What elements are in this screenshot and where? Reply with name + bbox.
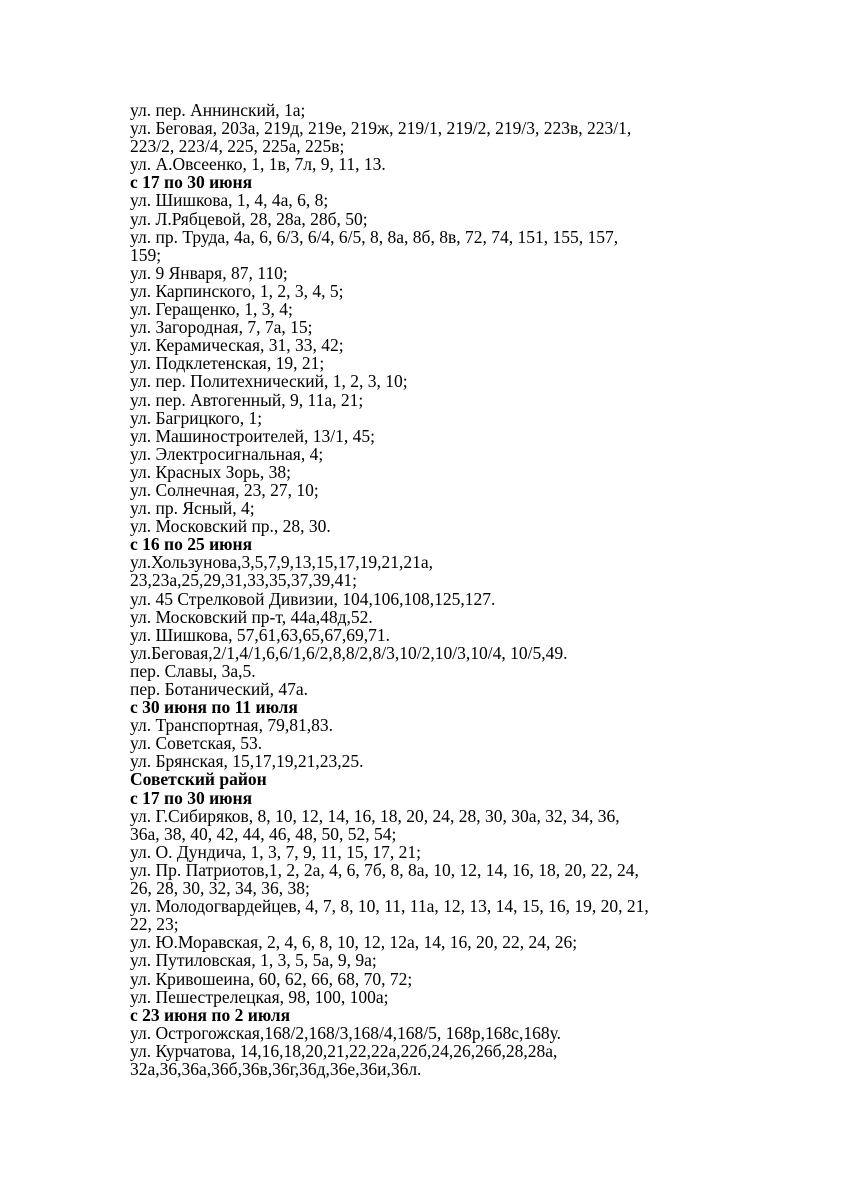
address-line: ул. Геращенко, 1, 3, 4; [130,299,293,320]
address-line: ул. Острогожская,168/2,168/3,168/4,168/5, 168р,168с,168у. [130,1022,561,1043]
section-heading: Советский район [130,769,267,790]
address-line: ул. Г.Сибиряков, 8, 10, 12, 14, 16, 18, 20, 24, 28, 30, 30а, 32, 34, 36, [130,805,620,826]
address-line: ул. Транспортная, 79,81,83. [130,715,333,736]
address-line: ул. Красных Зорь, 38; [130,461,292,482]
address-line: 159; [130,244,162,265]
document-page [130,101,830,1078]
address-line: ул. Электросигнальная, 4; [130,443,324,464]
address-line: 223/2, 223/4, 225, 225а, 225в; [130,136,345,157]
address-line: ул. Ю.Моравская, 2, 4, 6, 8, 10, 12, 12а, 14, 16, 20, 22, 24, 26; [130,932,578,953]
section-heading: с 17 по 30 июня [130,172,253,193]
address-line: ул. Московский пр., 28, 30. [130,516,331,537]
address-line: ул. Курчатова, 14,16,18,20,21,22,22а,22б,24,26,26б,28,28а, [130,1040,558,1061]
address-line: ул. Пешестрелецкая, 98, 100, 100а; [130,986,389,1007]
address-line: ул. Пр. Патриотов,1, 2, 2а, 4, 6, 7б, 8, 8а, 10, 12, 14, 16, 18, 20, 22, 24, [130,859,639,880]
address-line: ул. Багрицкого, 1; [130,407,263,428]
address-line: ул. Солнечная, 23, 27, 10; [130,479,319,500]
section-heading: с 30 июня по 11 июля [130,697,298,718]
section-heading: с 17 по 30 июня [130,787,253,808]
address-line: ул. Московский пр-т, 44а,48д,52. [130,606,373,627]
address-line: ул. пер. Автогенный, 9, 11а, 21; [130,389,364,410]
address-line: ул. пр. Труда, 4а, 6, 6/3, 6/4, 6/5, 8, 8а, 8б, 8в, 72, 74, 151, 155, 157, [130,226,619,247]
address-line: ул. А.Овсеенко, 1, 1в, 7л, 9, 11, 13. [130,154,386,175]
address-line: 23,23а,25,29,31,33,35,37,39,41; [130,570,358,591]
address-line: ул. пер. Политехнический, 1, 2, 3, 10; [130,371,408,392]
section-heading: с 23 июня по 2 июля [130,1004,291,1025]
address-line: ул. Путиловская, 1, 3, 5, 5а, 9, 9а; [130,950,377,971]
address-line: ул. пр. Ясный, 4; [130,498,255,519]
address-line: ул. Подклетенская, 19, 21; [130,353,325,374]
address-line: ул. Шишкова, 1, 4, 4а, 6, 8; [130,190,329,211]
address-line: ул. 9 Января, 87, 110; [130,262,288,283]
address-line: 22, 23; [130,914,179,935]
address-line: ул. Кривошеина, 60, 62, 66, 68, 70, 72; [130,968,413,989]
address-line: ул. Советская, 53. [130,733,263,754]
address-line: ул. Керамическая, 31, 33, 42; [130,335,344,356]
address-line: 26, 28, 30, 32, 34, 36, 38; [130,878,310,899]
address-line: ул. пер. Аннинский, 1а; [130,100,306,120]
address-line: ул. Л.Рябцевой, 28, 28а, 28б, 50; [130,208,368,229]
address-line: ул. Шишкова, 57,61,63,65,67,69,71. [130,624,390,645]
address-line: ул. 45 Стрелковой Дивизии, 104,106,108,125,127. [130,588,496,609]
address-line: 32а,36,36а,36б,36в,36г,36д,36е,36и,36л. [130,1058,422,1079]
address-line: пер. Славы, 3а,5. [130,660,256,681]
address-line: ул. Брянская, 15,17,19,21,23,25. [130,751,364,772]
address-line: ул. Карпинского, 1, 2, 3, 4, 5; [130,280,344,301]
address-line: ул. Молодогвардейцев, 4, 7, 8, 10, 11, 11а, 12, 13, 14, 15, 16, 19, 20, 21, [130,896,649,917]
address-line: ул. Машиностроителей, 13/1, 45; [130,425,375,446]
address-line: ул. Беговая, 203а, 219д, 219е, 219ж, 219/1, 219/2, 219/3, 223в, 223/1, [130,118,632,139]
address-line: ул. О. Дундича, 1, 3, 7, 9, 11, 15, 17, 21; [130,841,421,862]
address-line: ул.Хользунова,3,5,7,9,13,15,17,19,21,21а, [130,552,433,573]
address-line: пер. Ботанический, 47а. [130,679,308,699]
address-line: 36а, 38, 40, 42, 44, 46, 48, 50, 52, 54; [130,823,397,844]
address-line: ул. Загородная, 7, 7а, 15; [130,317,313,338]
section-heading: с 16 по 25 июня [130,534,253,555]
address-line: ул.Беговая,2/1,4/1,6,6/1,6/2,8,8/2,8/3,10/2,10/3,10/4, 10/5,49. [130,642,568,663]
